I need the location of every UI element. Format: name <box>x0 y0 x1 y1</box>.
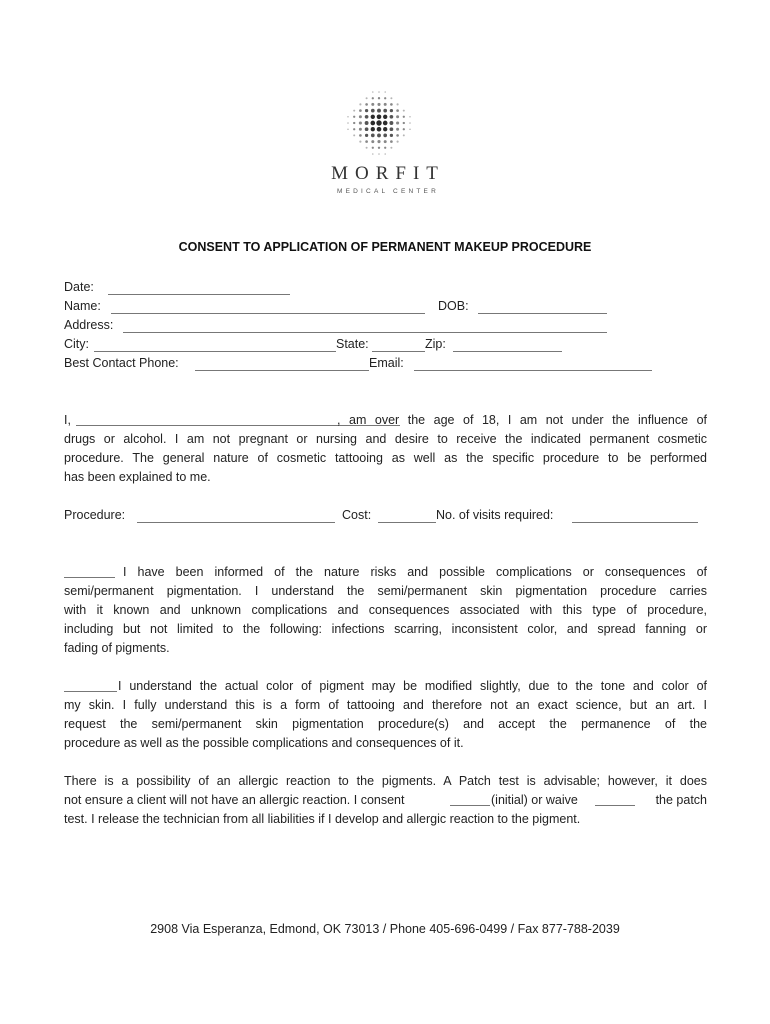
statement-line-4: has been explained to me. <box>64 470 211 484</box>
zip-label: Zip: <box>425 337 446 351</box>
footer-address: 2908 Via Esperanza, Edmond, OK 73013 / Phone 405-696-0499 / Fax 877-788-2039 <box>150 922 620 936</box>
statement-i: I, <box>64 413 71 427</box>
logo-dot <box>390 134 393 137</box>
logo-dot <box>409 122 411 124</box>
logo-dot <box>384 91 386 93</box>
logo-dot <box>347 122 349 124</box>
name-label: Name: <box>64 299 101 313</box>
color-line-2: my skin. I fully understand this is a form of tattooing and therefore not an exact science, but an art. I <box>64 698 707 712</box>
dob-field[interactable] <box>478 313 607 314</box>
logo-dot <box>365 115 369 119</box>
logo-dot <box>371 103 374 106</box>
risks-paragraph <box>64 563 707 658</box>
brand-subtitle: MEDICAL CENTER <box>337 188 439 195</box>
color-line-4: procedure as well as the possible complications and consequences of it. <box>64 736 464 750</box>
date-field[interactable] <box>108 294 290 295</box>
logo-dot <box>397 141 399 143</box>
state-label: State: <box>336 337 369 351</box>
logo-dot <box>383 109 387 113</box>
logo-dot <box>359 109 362 112</box>
logo-dot <box>371 127 375 131</box>
city-field[interactable] <box>94 351 336 352</box>
logo-dot <box>359 141 361 143</box>
statement-line-3: procedure. The general nature of cosmetic tattooing as well as the specific procedure to be performed <box>64 451 707 465</box>
logo-dot <box>384 153 386 155</box>
logo-dot <box>403 128 405 130</box>
color-initial-field[interactable] <box>64 691 117 692</box>
logo-dot <box>377 133 381 137</box>
logo-dot <box>396 121 399 124</box>
logo-dot <box>372 97 374 99</box>
logo-dot <box>377 109 381 113</box>
allergy-line-1: There is a possibility of an allergic reaction to the pigments. A Patch test is advisable; however, it does <box>64 774 707 788</box>
logo-dot <box>371 140 374 143</box>
statement-line-1: , am over the age of 18, I am not under the influence of <box>337 413 707 427</box>
logo-dot <box>359 134 362 137</box>
logo-dot <box>384 140 387 143</box>
logo-dot <box>383 134 387 138</box>
logo-dot <box>384 103 387 106</box>
logo-dot <box>377 114 382 119</box>
address-label: Address: <box>64 318 114 332</box>
logo-dot <box>366 147 368 149</box>
logo-dot <box>365 140 368 143</box>
risks-line-1: I have been informed of the nature risks and possible complications or consequences of <box>123 565 707 579</box>
logo-dot <box>403 134 405 136</box>
logo-dot <box>390 97 392 99</box>
logo-dot <box>365 127 369 131</box>
logo-dot <box>390 147 392 149</box>
logo-dot <box>372 153 374 155</box>
color-paragraph <box>64 677 707 753</box>
logo-dot <box>403 116 405 118</box>
logo-dot <box>365 103 368 106</box>
logo-dot <box>378 147 380 149</box>
logo-dot <box>389 121 393 125</box>
logo-dot <box>396 109 399 112</box>
logo-dot <box>353 110 355 112</box>
brand-name: MORFIT <box>331 163 445 184</box>
logo-dot <box>378 91 380 93</box>
logo-dot <box>371 115 375 119</box>
logo-dot <box>390 115 394 119</box>
logo-dot <box>390 140 393 143</box>
logo-dot <box>365 134 368 137</box>
logo-dot <box>371 134 375 138</box>
color-line-1: I understand the actual color of pigment may be modified slightly, due to the tone and color of <box>118 679 707 693</box>
allergy-line-2c: the patch <box>655 793 707 807</box>
logo-dot <box>353 134 355 136</box>
city-label: City: <box>64 337 89 351</box>
statement-line-2: drugs or alcohol. I am not pregnant or nursing and desire to receive the indicated permanent cosmetic <box>64 432 707 446</box>
logo-dot <box>353 122 355 124</box>
logo-dot <box>403 122 405 124</box>
address-field[interactable] <box>123 332 607 333</box>
logo-dot <box>396 115 399 118</box>
allergy-paragraph <box>64 772 707 829</box>
logo-dot <box>365 109 368 112</box>
logo-dot <box>397 103 399 105</box>
consent-initial-field[interactable] <box>450 805 490 806</box>
logo-dot <box>390 103 393 106</box>
logo-dot <box>359 115 362 118</box>
allergy-line-2a: not ensure a client will not have an allergic reaction. I consent <box>64 793 405 807</box>
logo-dot <box>347 116 349 118</box>
risks-line-4: including but not limited to the following: infections scarring, inconsistent color, and spread fanning or <box>64 622 707 636</box>
waive-initial-field[interactable] <box>595 805 635 806</box>
logo-dot <box>359 121 362 124</box>
logo-dot <box>403 110 405 112</box>
phone-label: Best Contact Phone: <box>64 356 179 370</box>
risks-line-2: semi/permanent pigmentation. I understand the semi/permanent skin pigmentation procedure carries <box>64 584 707 598</box>
dob-label: DOB: <box>438 299 469 313</box>
logo-dot <box>370 121 375 126</box>
logo-dot <box>378 153 380 155</box>
logo-dot <box>365 121 369 125</box>
allergy-line-3: test. I release the technician from all liabilities if I develop and allergic reaction to the pigment. <box>64 812 581 826</box>
allergy-line-2b: (initial) or waive <box>491 793 578 807</box>
logo-dot <box>347 128 349 130</box>
color-line-3: request the semi/permanent skin pigmentation procedure(s) and accept the permanence of the <box>64 717 707 731</box>
logo-dot <box>383 115 387 119</box>
logo-dot <box>359 103 361 105</box>
logo-dot <box>409 116 411 118</box>
logo-dot <box>377 127 382 132</box>
logo-dot <box>383 121 388 126</box>
logo-dot <box>383 127 387 131</box>
cost-label: Cost: <box>342 508 372 522</box>
logo-dot <box>372 147 374 149</box>
visits-field[interactable] <box>572 522 698 523</box>
email-field[interactable] <box>414 370 652 371</box>
phone-field[interactable] <box>195 370 369 371</box>
name-field[interactable] <box>111 313 425 314</box>
logo-dot <box>376 120 381 125</box>
logo-dot <box>353 116 355 118</box>
risks-line-5: fading of pigments. <box>64 641 170 655</box>
logo-dot <box>409 128 411 130</box>
morfit-logo-icon <box>346 90 412 156</box>
date-label: Date: <box>64 280 94 294</box>
logo-dot <box>359 128 362 131</box>
logo-dot <box>390 127 394 131</box>
procedure-field[interactable] <box>137 522 335 523</box>
logo-dot <box>378 97 380 99</box>
logo-dot <box>371 109 375 113</box>
logo-dot <box>377 103 380 106</box>
zip-field[interactable] <box>453 351 562 352</box>
cost-field[interactable] <box>378 522 436 523</box>
statement-paragraph <box>64 411 707 487</box>
logo-dot <box>390 109 393 112</box>
email-label: Email: <box>369 356 404 370</box>
logo-dot <box>396 128 399 131</box>
document-title: CONSENT TO APPLICATION OF PERMANENT MAKEUP PROCEDURE <box>178 240 592 254</box>
logo-dot <box>353 128 355 130</box>
procedure-label: Procedure: <box>64 508 126 522</box>
risks-initial-field[interactable] <box>64 577 115 578</box>
logo-dot <box>384 97 386 99</box>
risks-line-3: with it known and unknown complications and consequences associated with this type of procedure, <box>64 603 707 617</box>
logo-dot <box>372 91 374 93</box>
logo-dot <box>377 140 380 143</box>
logo-dot <box>384 147 386 149</box>
logo-dot <box>366 97 368 99</box>
visits-label: No. of visits required: <box>436 508 554 522</box>
state-field[interactable] <box>372 351 425 352</box>
logo-dot <box>396 134 399 137</box>
